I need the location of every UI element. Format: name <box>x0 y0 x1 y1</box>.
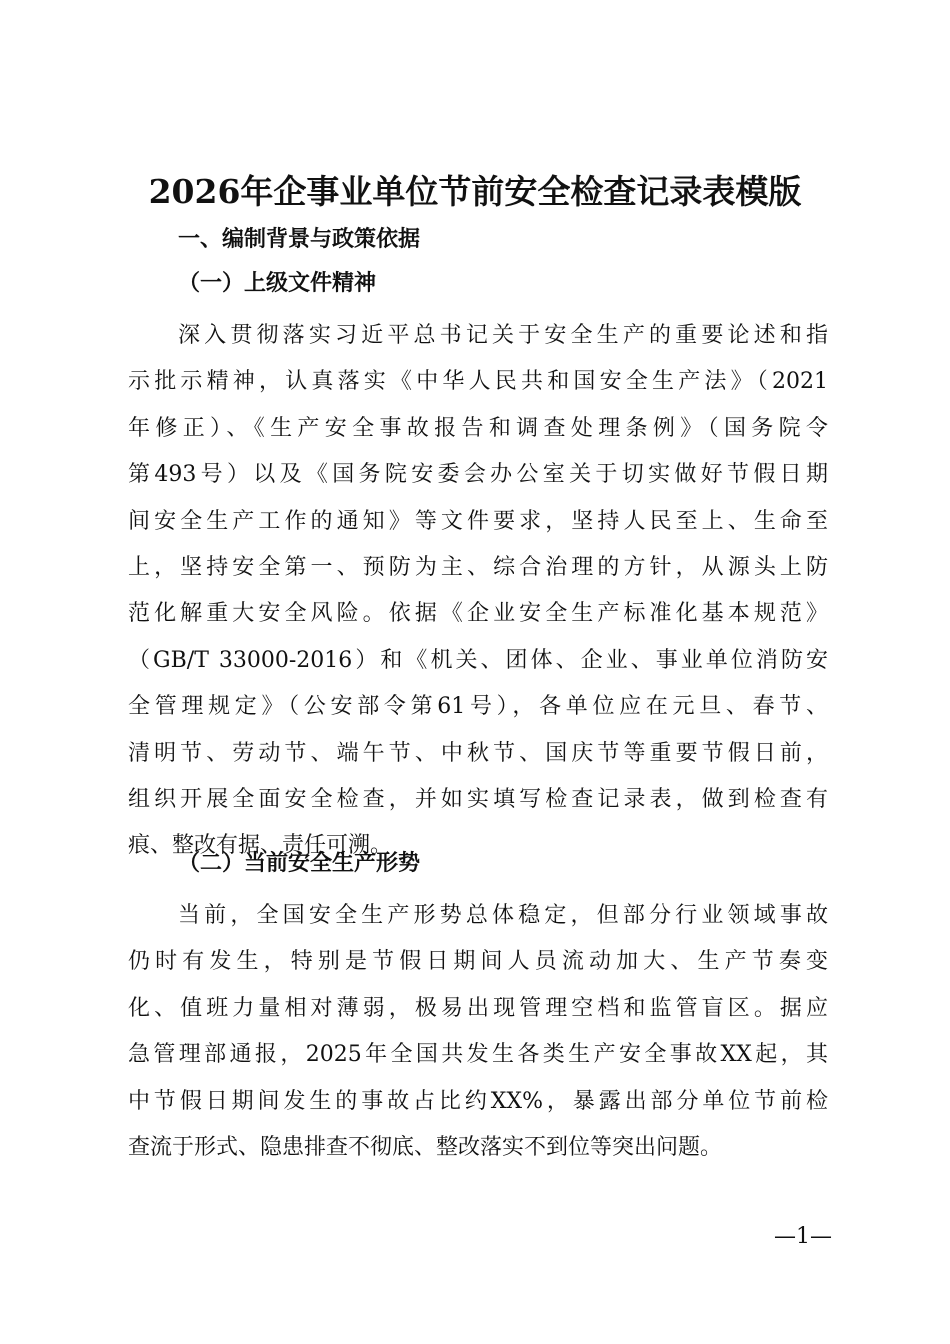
text-line: 示批示精神，认真落实《中华人民共和国安全生产法》（2021 <box>128 369 828 395</box>
text-line: 中节假日期间发生的事故占比约XX%，暴露出部分单位节前检 <box>128 1088 828 1114</box>
document-title: 2026年企事业单位节前安全检查记录表模版 <box>148 172 802 211</box>
subsection-heading-superior-documents: （一）上级文件精神 <box>178 271 377 296</box>
text-line: 间安全生产工作的通知》等文件要求，坚持人民至上、生命至 <box>128 508 828 534</box>
text-line: 化、值班力量相对薄弱，极易出现管理空档和监管盲区。据应 <box>128 995 828 1021</box>
text-line: （GB/T 33000-2016）和《机关、团体、企业、事业单位消防安 <box>128 647 828 673</box>
text-line: 仍时有发生，特别是节假日期间人员流动加大、生产节奏变 <box>128 949 828 975</box>
text-line: 全管理规定》（公安部令第61号），各单位应在元旦、春节、 <box>128 694 828 720</box>
text-line: 查流于形式、隐患排查不彻底、整改落实不到位等突出问题。 <box>128 1134 723 1160</box>
text-line: 年修正）、《生产安全事故报告和调查处理条例》（国务院令 <box>128 415 828 441</box>
subsection-heading-current-situation: （二）当前安全生产形势 <box>178 851 421 876</box>
text-line: 急管理部通报，2025年全国共发生各类生产安全事故XX起，其 <box>128 1042 828 1068</box>
text-line: 上，坚持安全第一、预防为主、综合治理的方针，从源头上防 <box>128 554 828 580</box>
section-heading-background-policy: 一、编制背景与政策依据 <box>178 227 421 252</box>
paragraph-current-situation <box>128 893 828 1171</box>
text-line: 第493号）以及《国务院安委会办公室关于切实做好节假日期 <box>128 462 828 488</box>
page-number: —1— <box>774 1224 832 1249</box>
text-line: 当前，全国安全生产形势总体稳定，但部分行业领域事故 <box>178 903 828 928</box>
text-line: 深入贯彻落实习近平总书记关于安全生产的重要论述和指 <box>178 323 828 348</box>
text-line: 清明节、劳动节、端午节、中秋节、国庆节等重要节假日前， <box>128 740 828 766</box>
text-line: 组织开展全面安全检查，并如实填写检查记录表，做到检查有 <box>128 786 828 812</box>
paragraph-superior-documents <box>128 313 828 870</box>
text-line: 痕、整改有据、责任可溯。 <box>128 833 393 859</box>
text-line: 范化解重大安全风险。依据《企业安全生产标准化基本规范》 <box>128 601 828 627</box>
